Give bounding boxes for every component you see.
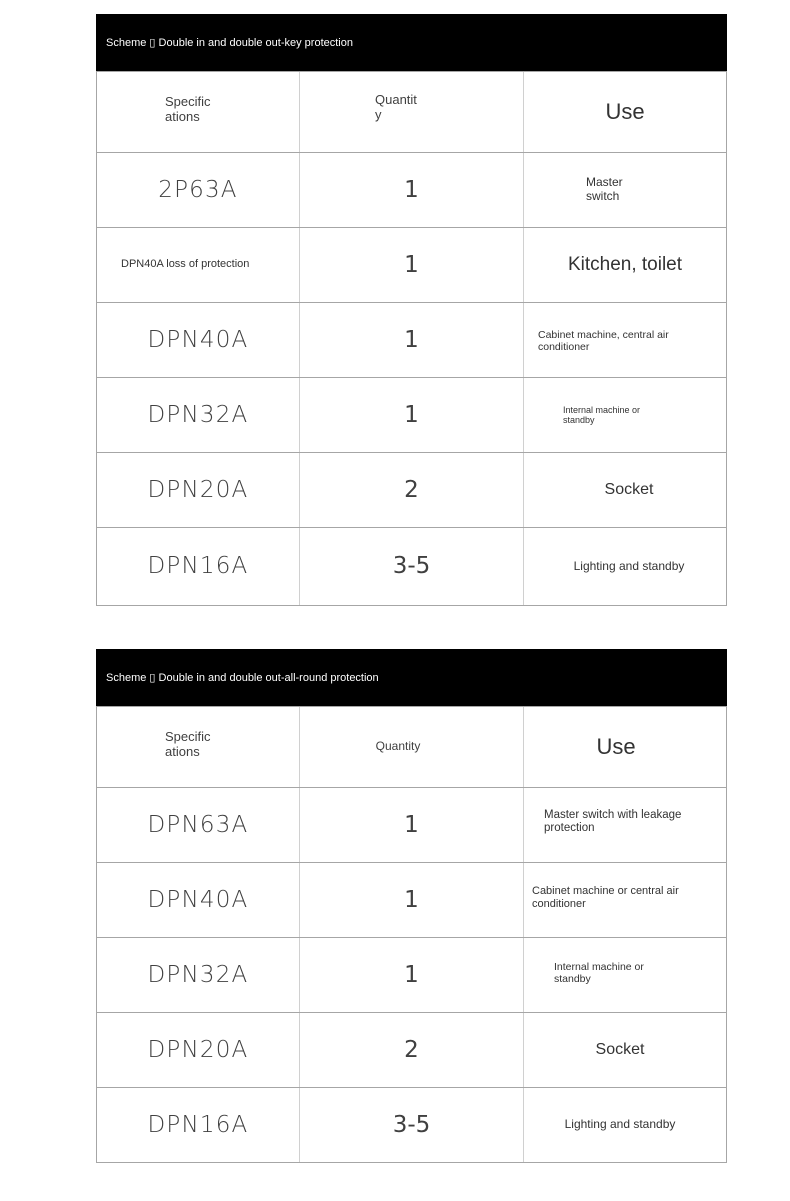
table-row	[97, 452, 726, 527]
spec-value: DPN32A	[147, 401, 249, 428]
scheme-2-title-bar	[96, 649, 727, 706]
use-value: Socket	[595, 1040, 645, 1058]
qty-header-cell	[300, 707, 524, 787]
qty-value: 1	[404, 251, 419, 278]
spec-header-cell	[97, 72, 300, 152]
spec-value: DPN40A	[147, 886, 249, 913]
scheme-2-header-row	[97, 706, 726, 787]
scheme-1-title-bar	[96, 14, 727, 71]
spec-value: 2P63A	[158, 176, 238, 203]
table-row	[97, 302, 726, 377]
spec-value: DPN40A loss of protection	[121, 258, 250, 270]
scheme-2-title: Scheme ▯ Double in and double out-all-round protection	[106, 672, 379, 684]
use-value: Master switch with leakage protection	[544, 809, 682, 835]
table-row	[97, 862, 726, 937]
scheme-1-title: Scheme ▯ Double in and double out-key protection	[106, 37, 353, 49]
use-value: Master switch	[586, 175, 623, 203]
spec-value: DPN20A	[147, 476, 249, 503]
table-row	[97, 227, 726, 302]
qty-value: 1	[404, 401, 419, 428]
use-value: Cabinet machine, central air conditioner	[538, 329, 669, 354]
qty-value: 2	[404, 1036, 419, 1063]
spec-value: DPN63A	[147, 811, 249, 838]
scheme-1-table	[96, 14, 727, 606]
qty-header-cell	[300, 72, 524, 152]
use-value: Internal machine or standby	[563, 405, 641, 426]
spec-value: DPN16A	[147, 1111, 249, 1138]
spec-header: Specific ations	[165, 94, 211, 124]
qty-value: 3-5	[392, 553, 431, 580]
spec-header-cell	[97, 707, 300, 787]
table-row	[97, 1012, 726, 1087]
use-value: Cabinet machine or central air conditioner	[532, 885, 679, 910]
qty-header: Quantit y	[375, 92, 417, 122]
scheme-2-table	[96, 649, 727, 1163]
spec-value: DPN40A	[147, 326, 249, 353]
table-row	[97, 152, 726, 227]
qty-value: 1	[404, 961, 419, 988]
use-value: Internal machine or standby	[554, 961, 644, 986]
qty-value: 1	[404, 886, 419, 913]
table-row	[97, 377, 726, 452]
qty-header: Quantity	[375, 739, 421, 754]
table-row	[97, 1087, 726, 1162]
use-value: Socket	[604, 480, 654, 498]
spec-value: DPN32A	[147, 961, 249, 988]
use-header-cell	[524, 72, 726, 152]
qty-value: 1	[404, 176, 419, 203]
use-header: Use	[605, 99, 645, 125]
qty-value: 1	[404, 811, 419, 838]
use-value: Lighting and standby	[573, 558, 685, 573]
spec-value: DPN20A	[147, 1036, 249, 1063]
spec-header: Specific ations	[165, 729, 211, 759]
use-value: Lighting and standby	[564, 1117, 676, 1132]
qty-value: 3-5	[392, 1111, 431, 1138]
use-value: Kitchen, toilet	[567, 254, 683, 276]
scheme-1-header-row	[97, 71, 726, 152]
spec-value: DPN16A	[147, 553, 249, 580]
table-row	[97, 527, 726, 605]
use-header: Use	[596, 734, 636, 760]
table-row	[97, 937, 726, 1012]
table-row	[97, 787, 726, 862]
qty-value: 1	[404, 326, 419, 353]
qty-value: 2	[404, 476, 419, 503]
use-header-cell	[524, 707, 726, 787]
